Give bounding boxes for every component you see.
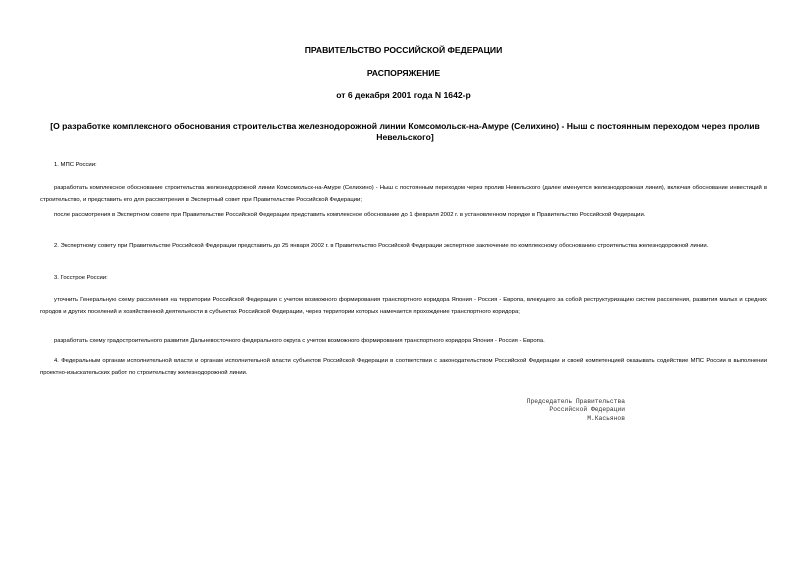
- signature-block: [480, 398, 625, 423]
- document-type-heading: РАСПОРЯЖЕНИЕ: [366, 68, 441, 78]
- paragraph-1-1: разработать комплексное обоснование строительства железнодорожной линии Комсомольск-на-Амуре (Селихино) - Ныш с постоянным переходом через пролив Невельского (далее именуется железнодорожная линия), включая обоснование инвестиций в строительство, и представить его для рассмотрения в Экспертный совет при Правительстве Российской Федерации;: [40, 185, 767, 203]
- paragraph-3: 3. Госстрое России:: [54, 275, 108, 281]
- paragraph-4: 4. Федеральным органам исполнительной власти и органам исполнительной власти субъектов Российской Федерации в соответствии с законодательством Российской Федерации и своей компетенцией оказывать содействие МПС России в выполнении проектно-изыскательских работ по строительству железнодорожной линии.: [40, 358, 767, 376]
- date-number-heading: от 6 декабря 2001 года N 1642-р: [336, 90, 471, 100]
- signature-name: М.Касьянов: [587, 414, 625, 422]
- government-heading: ПРАВИТЕЛЬСТВО РОССИЙСКОЙ ФЕДЕРАЦИИ: [304, 45, 503, 55]
- paragraph-3-2: разработать схему градостроительного развития Дальневосточного федерального округа с учетом возможного формирования транспортного коридора Япония - Россия - Европа.: [54, 338, 545, 344]
- document-title: [О разработке комплексного обоснования строительства железнодорожной линии Комсомольск-на-Амуре (Селихино) - Ныш с постоянным переходом через пролив Невельского]: [50, 121, 760, 142]
- paragraph-1: 1. МПС России:: [54, 162, 97, 168]
- paragraph-1-2: после рассмотрения в Экспертном совете при Правительстве Российской Федерации представить комплексное обоснование до 1 февраля 2002 г. в установленном порядке в Правительство Российской Федерации.: [54, 212, 646, 218]
- signature-position-line1: Председатель Правительства: [526, 398, 625, 405]
- paragraph-2: 2. Экспертному совету при Правительстве Российской Федерации представить до 25 января 2002 г. в Правительство Российской Федерации экспертное заключение по комплексному обоснованию строительства железнодорожной линии.: [54, 243, 709, 249]
- paragraph-3-1: уточнить Генеральную схему расселения на территории Российской Федерации с учетом возможного формирования транспортного коридора Япония - Россия - Европа, влекущего за собой реструктуризацию систем расселения, развития малых и средних городов и других поселений и хозяйственной деятельности в субъектах Российской Федерации, через территории которых намечается прохождение транспортного коридора;: [40, 297, 767, 315]
- signature-position-line2: Российской Федерации: [549, 406, 625, 414]
